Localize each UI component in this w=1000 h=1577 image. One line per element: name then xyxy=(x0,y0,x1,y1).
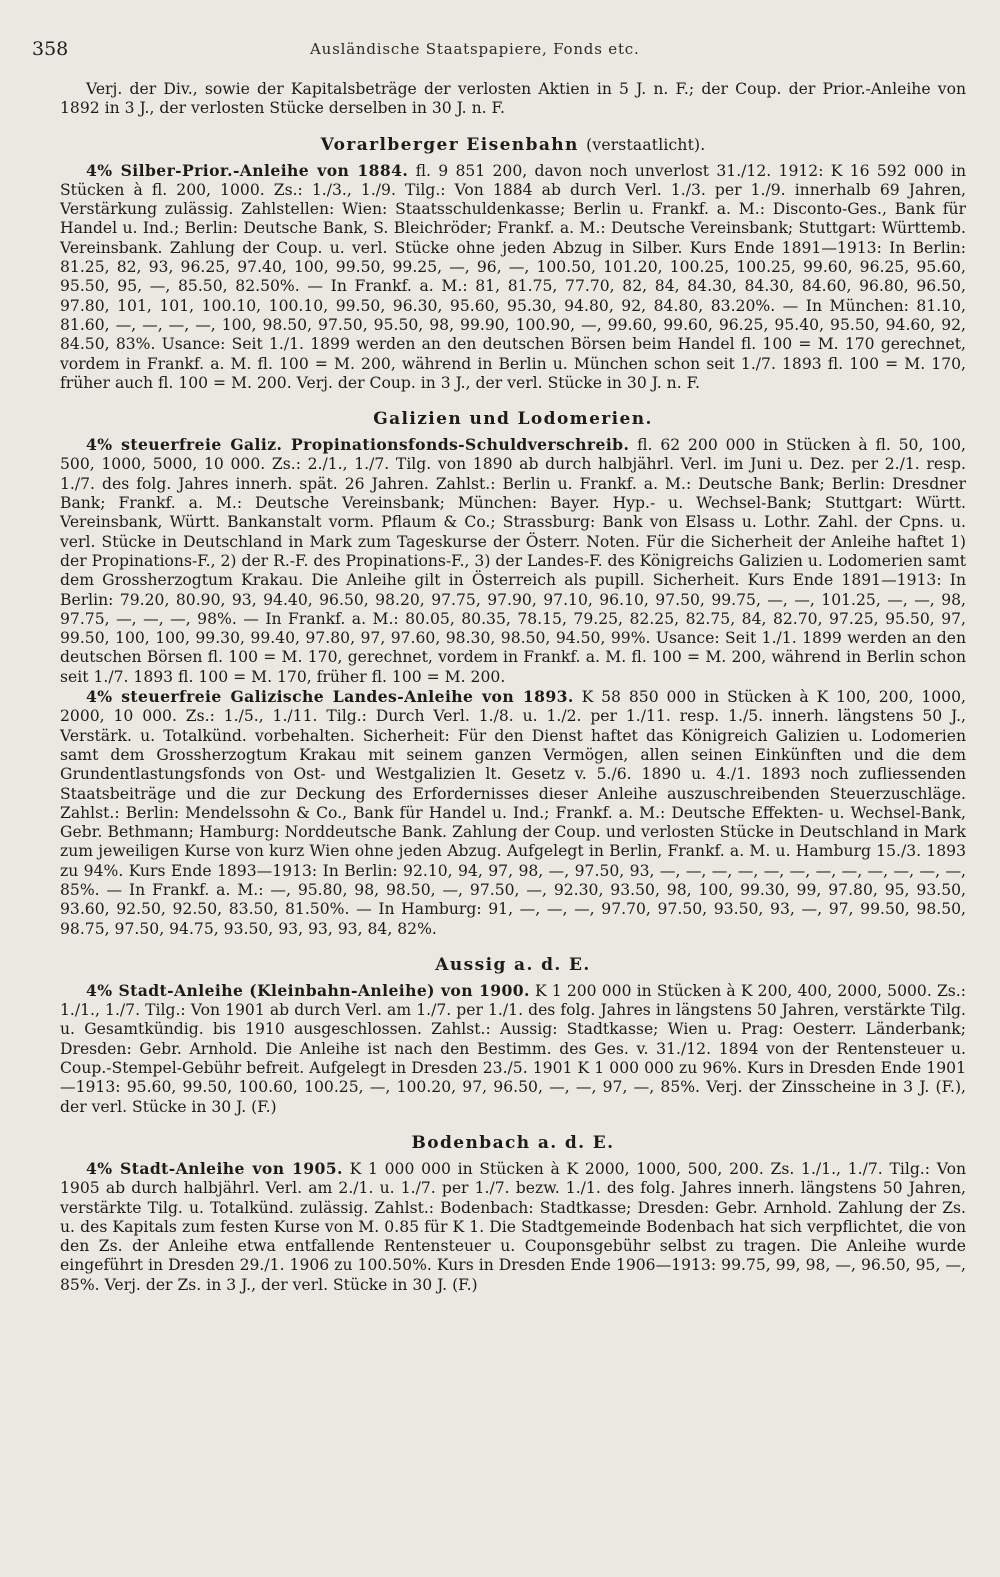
running-title: Ausländische Staatspapiere, Fonds etc. xyxy=(310,40,640,58)
section-galizien-lodomerien xyxy=(60,409,966,939)
entry-lead: 4% Stadt-Anleihe (Kleinbahn-Anleihe) von 1900. xyxy=(86,980,530,1000)
entry-paragraph xyxy=(60,1159,966,1295)
section-title: Galizien und Lodomerien. xyxy=(373,409,653,430)
entry-paragraph xyxy=(60,981,966,1117)
section-heading xyxy=(60,1133,966,1153)
section-title: Bodenbach a. d. E. xyxy=(411,1132,615,1153)
entry-lead: 4% Stadt-Anleihe von 1905. xyxy=(86,1158,343,1178)
section-title: Vorarlberger Eisenbahn xyxy=(320,134,579,155)
entry-text: K 1 200 000 in Stücken à K 200, 400, 2000, 5000. Zs.: 1./1., 1./7. Tilg.: Von 1901 ab durch Verl. am 1./7. per 1./1. des folg. Jahres in längstens 50 Jahren, verstärkte Tilg. u. Gesamtkündig. bis 1910 ausgeschlossen. Zahlst.: Aussig: Stadtkasse; Wien u. Prag: Oesterr. Länderbank; Dresden: Gebr. Arnhold. Die Anleihe ist nach den Bestimm. des Ges. v. 31./12. 1894 von der Rentensteuer u. Coup.-Stempel-Gebühr befreit. Aufgelegt in Dresden 23./5. 1901 K 1 000 000 zu 96%. Kurs in Dresden Ende 1901—1913: 95.60, 99.50, 100.60, 100.25, —, 100.20, 97, 96.50, —, —, 97, —, 85%. Verj. der Zinsscheine in 3 J. (F.), der verl. Stücke in 30 J. (F.) xyxy=(60,981,966,1116)
section-heading xyxy=(60,409,966,429)
entry-text: fl. 62 200 000 in Stücken à fl. 50, 100, 500, 1000, 5000, 10 000. Zs.: 2./1., 1./7. Tilg. von 1890 ab durch halbjährl. Verl. im Juni u. Dez. per 2./1. resp. 1./7. des folg. Jahres innerh. spät. 26 Jahren. Zahlst.: Berlin u. Frankf. a. M.: Deutsche Bank; Berlin: Dresdner Bank; Frankf. a. M.: Deutsche Vereinsbank; München: Bayer. Hyp.- u. Wechsel-Bank; Stuttgart: Württ. Vereinsbank, Württ. Bankanstalt vorm. Pflaum & Co.; Strassburg: Bank von Elsass u. Lothr. Zahl. der Cpns. u. verl. Stücke in Deutschland in Mark zum Tageskurse der Österr. Noten. Für die Sicherheit der Anleihe haftet 1) der Propinations-F., 2) der R.-F. des Propinations-F., 3) der Landes-F. des Königreichs Galizien u. Lodomerien samt dem Grossherzogtum Krakau. Die Anleihe gilt in Österreich als pupill. Sicherheit. Kurs Ende 1891—1913: In Berlin: 79.20, 80.90, 93, 94.40, 96.50, 98.20, 97.75, 97.90, 97.10, 96.10, 97.50, 99.75, —, —, 101.25, —, —, 98, 97.75, —, —, —, 98%. — In Frankf. a. M.: 80.05, 80.35, 78.15, 79.25, 82.25, 82.75, 84, 82.70, 97.25, 95.50, 97, 99.50, 100, 100, 99.30, 99.40, 97.80, 97, 97.60, 98.30, 98.50, 94.50, 99%. Usance: Seit 1./1. 1899 werden an den deutschen Börsen fl. 100 = M. 170, gerechnet, vordem in Frankf. a. M. fl. 100 = M. 200, während in Berlin schon seit 1./7. 1893 fl. 100 = M. 170, früher fl. 100 = M. 200. xyxy=(60,436,966,686)
intro-paragraph: Verj. der Div., sowie der Kapitalsbeträge der verlosten Aktien in 5 J. n. F.; der Coup. der Prior.-Anleihe von 1892 in 3 J., der verlosten Stücke derselben in 30 J. n. F. xyxy=(60,80,966,118)
entry-paragraph xyxy=(60,435,966,687)
page-header xyxy=(32,34,966,78)
entry-text: K 58 850 000 in Stücken à K 100, 200, 1000, 2000, 10 000. Zs.: 1./5., 1./11. Tilg.: Durch Verl. 1./8. u. 1./2. per 1./11. resp. 1./5. innerh. längstens 50 J., Verstärk. u. Totalkünd. vorbehalten. Sicherheit: Für den Dienst haftet das Königreich Galizien u. Lodomerien samt dem Grossherzogtum Krakau mit seinem ganzen Vermögen, allen seinen Einkünften und die dem Grundentlastungsfonds von Ost- und Westgalizien lt. Gesetz v. 5./6. 1890 u. 4./1. 1893 noch zufliessenden Staatsbeiträge und die zur Deckung des Erfordernisses dieser Anleihe auszuschreibenden Steuerzuschläge. Zahlst.: Berlin: Mendelssohn & Co., Bank für Handel u. Ind.; Frankf. a. M.: Deutsche Effekten- u. Wechsel-Bank, Gebr. Bethmann; Hamburg: Norddeutsche Bank. Zahlung der Coup. und verlosten Stücke in Deutschland in Mark zum jeweiligen Kurse von kurz Wien ohne jeden Abzug. Aufgelegt in Berlin, Frankf. a. M. u. Hamburg 15./3. 1893 zu 94%. Kurs Ende 1893—1913: In Berlin: 92.10, 94, 97, 98, —, 97.50, 93, —, —, —, —, —, —, —, —, —, —, —, —, 85%. — In Frankf. a. M.: —, 95.80, 98, 98.50, —, 97.50, —, 92.30, 93.50, 98, 100, 99.30, 99, 97.80, 95, 93.50, 93.60, 92.50, 92.50, 83.50, 81.50%. — In Hamburg: 91, —, —, —, 97.70, 97.50, 93.50, 93, —, 97, 99.50, 98.50, 98.75, 97.50, 94.75, 93.50, 93, 93, 93, 84, 82%. xyxy=(60,688,966,938)
page-number: 358 xyxy=(32,38,69,60)
entry-text: K 1 000 000 in Stücken à K 2000, 1000, 500, 200. Zs. 1./1., 1./7. Tilg.: Von 1905 ab durch halbjährl. Verl. am 2./1. u. 1./7. per 1./7. bezw. 1./1. des folg. Jahres innerh. längstens 50 Jahren, verstärkte Tilg. u. Totalkünd. zulässig. Zahlst.: Bodenbach: Stadtkasse; Dresden: Gebr. Arnhold. Zahlung der Zs. u. des Kapitals zum festen Kurse von M. 0.85 für K 1. Die Stadtgemeinde Bodenbach hat sich verpflichtet, die von den Zs. der Anleihe etwa entfallende Rentensteuer u. Couponsgebühr selbst zu tragen. Die Anleihe wurde eingeführt in Dresden 29./1. 1906 zu 100.50%. Kurs in Dresden Ende 1906—1913: 99.75, 99, 98, —, 96.50, 95, —, 85%. Verj. der Zs. in 3 J., der verl. Stücke in 30 J. (F.) xyxy=(60,1159,967,1294)
section-heading xyxy=(60,135,966,155)
entry-lead: 4% steuerfreie Galiz. Propinationsfonds-Schuldverschreib. xyxy=(86,435,630,455)
section-vorarlberger-eisenbahn xyxy=(60,135,966,394)
entry-lead: 4% steuerfreie Galizische Landes-Anleihe von 1893. xyxy=(86,687,574,707)
section-aussig xyxy=(60,955,966,1117)
section-title: Aussig a. d. E. xyxy=(435,954,591,975)
section-bodenbach xyxy=(60,1133,966,1295)
entry-text: fl. 9 851 200, davon noch unverlost 31./12. 1912: K 16 592 000 in Stücken à fl. 200, 1000. Zs.: 1./3., 1./9. Tilg.: Von 1884 ab durch Verl. 1./3. per 1./9. innerhalb 69 Jahren, Verstärkung zulässig. Zahlstellen: Wien: Staatsschuldenkasse; Berlin u. Frankf. a. M.: Disconto-Ges., Bank für Handel u. Ind.; Berlin: Deutsche Bank, S. Bleichröder; Frankf. a. M.: Deutsche Vereinsbank; Stuttgart: Württemb. Vereinsbank. Zahlung der Coup. u. verl. Stücke ohne jeden Abzug in Silber. Kurs Ende 1891—1913: In Berlin: 81.25, 82, 93, 96.25, 97.40, 100, 99.50, 99.25, —, 96, —, 100.50, 101.20, 100.25, 100.25, 99.60, 96.25, 95.60, 95.50, 95, —, 85.50, 82.50%. — In Frankf. a. M.: 81, 81.75, 77.70, 82, 84, 84.30, 84.30, 84.60, 96.80, 96.50, 97.80, 101, 101, 100.10, 100.10, 99.50, 96.30, 95.60, 95.30, 94.80, 92, 84.80, 83.20%. — In München: 81.10, 81.60, —, —, —, —, 100, 98.50, 97.50, 95.50, 98, 99.90, 100.90, —, 99.60, 99.60, 96.25, 95.40, 95.50, 94.60, 92, 84.50, 83%. Usance: Seit 1./1. 1899 werden an den deutschen Börsen beim Handel fl. 100 = M. 170 gerechnet, vordem in Frankf. a. M. fl. 100 = M. 200, während in Berlin u. München schon seit 1./7. 1893 fl. 100 = M. 170, früher auch fl. 100 = M. 200. Verj. der Coup. in 3 J., der verl. Stücke in 30 J. n. F. xyxy=(60,161,966,392)
entry-lead: 4% Silber-Prior.-Anleihe von 1884. xyxy=(86,160,409,180)
section-heading xyxy=(60,955,966,975)
entry-paragraph xyxy=(60,687,966,939)
entry-paragraph xyxy=(60,161,966,394)
section-subtitle: (verstaatlicht). xyxy=(586,135,706,154)
